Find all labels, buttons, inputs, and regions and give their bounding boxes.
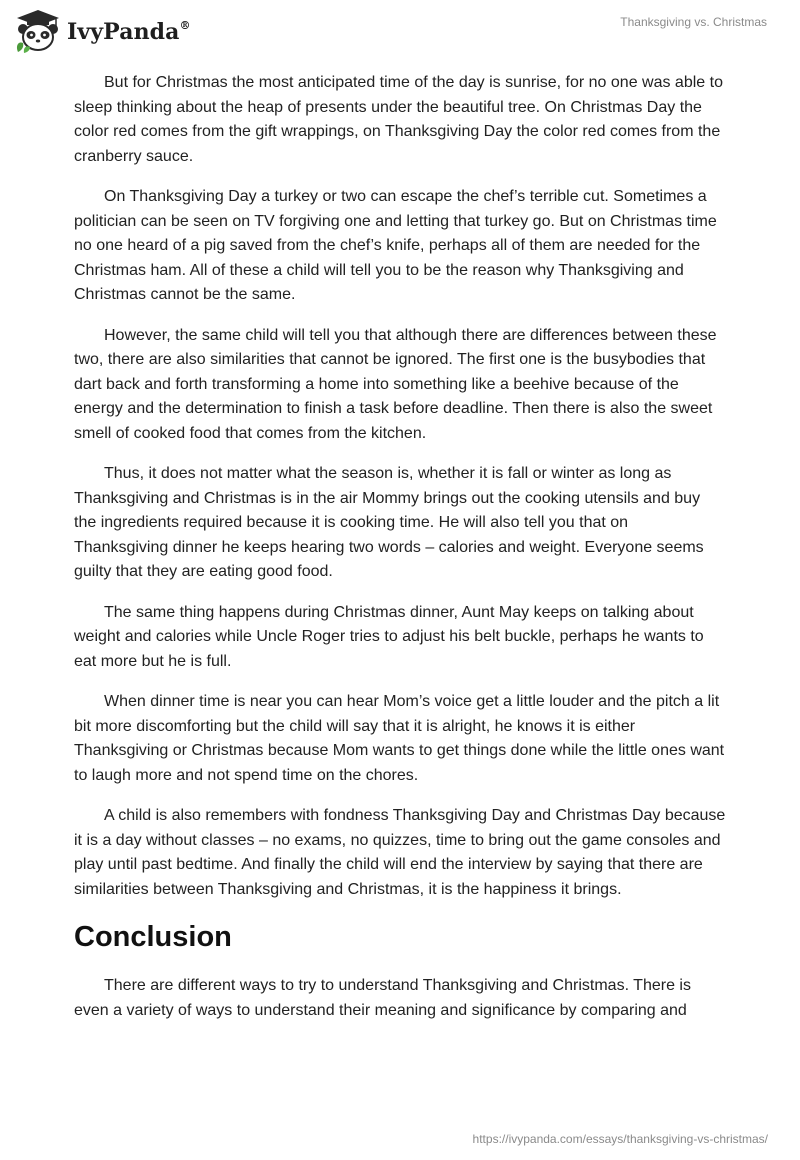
document-title: Thanksgiving vs. Christmas bbox=[620, 15, 767, 29]
conclusion-paragraph: There are different ways to try to understand Thanksgiving and Christmas. There is even a variety of ways to understand their meaning and significance by comparing and bbox=[74, 977, 691, 1019]
paragraph: But for Christmas the most anticipated time of the day is sunrise, for no one was able to sleep thinking about the heap of presents under the beautiful tree. On Christmas Day the color red comes from the gift wrappings, on Thanksgiving Day the color red comes from the cranberry sauce. bbox=[74, 74, 723, 165]
ivypanda-logo[interactable] bbox=[14, 8, 191, 54]
paragraph: When dinner time is near you can hear Mom’s voice get a little louder and the pitch a lit bit more discomforting but the child will say that it is alright, he knows it is either Thanksgiving or Christmas because Mom wants to get things done while the little ones want to laugh more and not spend time on the chores. bbox=[74, 693, 725, 784]
paragraph: However, the same child will tell you that although there are differences between these two, there are also similarities that cannot be ignored. The first one is the busybodies that dart back and forth transforming a home into something like a beehive because of the energy and the determination to finish a task before deadline. Then there is also the sweet smell of cooked food that comes from the kitchen. bbox=[74, 326, 717, 442]
page-header bbox=[0, 0, 800, 60]
source-url[interactable]: https://ivypanda.com/essays/thanksgiving-vs-christmas/ bbox=[472, 1132, 768, 1146]
paragraph: The same thing happens during Christmas dinner, Aunt May keeps on talking about weight and calories while Uncle Roger tries to adjust his belt buckle, perhaps he wants to eat more but he is full. bbox=[74, 603, 704, 670]
paragraph: On Thanksgiving Day a turkey or two can escape the chef’s terrible cut. Sometimes a politician can be seen on TV forgiving one and letting that turkey go. But on Christmas time no one heard of a pig saved from the chef’s knife, perhaps all of them are needed for the Christmas ham. All of these a child will tell you to be the reason why Thanksgiving and Christmas cannot be the same. bbox=[74, 188, 717, 303]
paragraph: Thus, it does not matter what the season is, whether it is fall or winter as long as Thanksgiving and Christmas is in the air Mommy brings out the cooking utensils and buy the ingredients required because it is cooking time. He will also tell you that on Thanksgiving dinner he keeps hearing two words – calories and weight. Everyone seems guilty that they are eating good food. bbox=[74, 465, 704, 580]
panda-graduate-icon bbox=[14, 8, 62, 54]
essay-body bbox=[74, 71, 726, 1039]
brand-name: IvyPanda® bbox=[67, 18, 191, 45]
conclusion-heading: Conclusion bbox=[74, 921, 232, 953]
paragraph: A child is also remembers with fondness Thanksgiving Day and Christmas Day because it is a day without classes – no exams, no quizzes, time to bring out the game consoles and play until past bedtime. And finally the child will end the interview by saying that there are similarities between Thanksgiving and Christmas, it is the happiness it brings. bbox=[74, 807, 726, 898]
